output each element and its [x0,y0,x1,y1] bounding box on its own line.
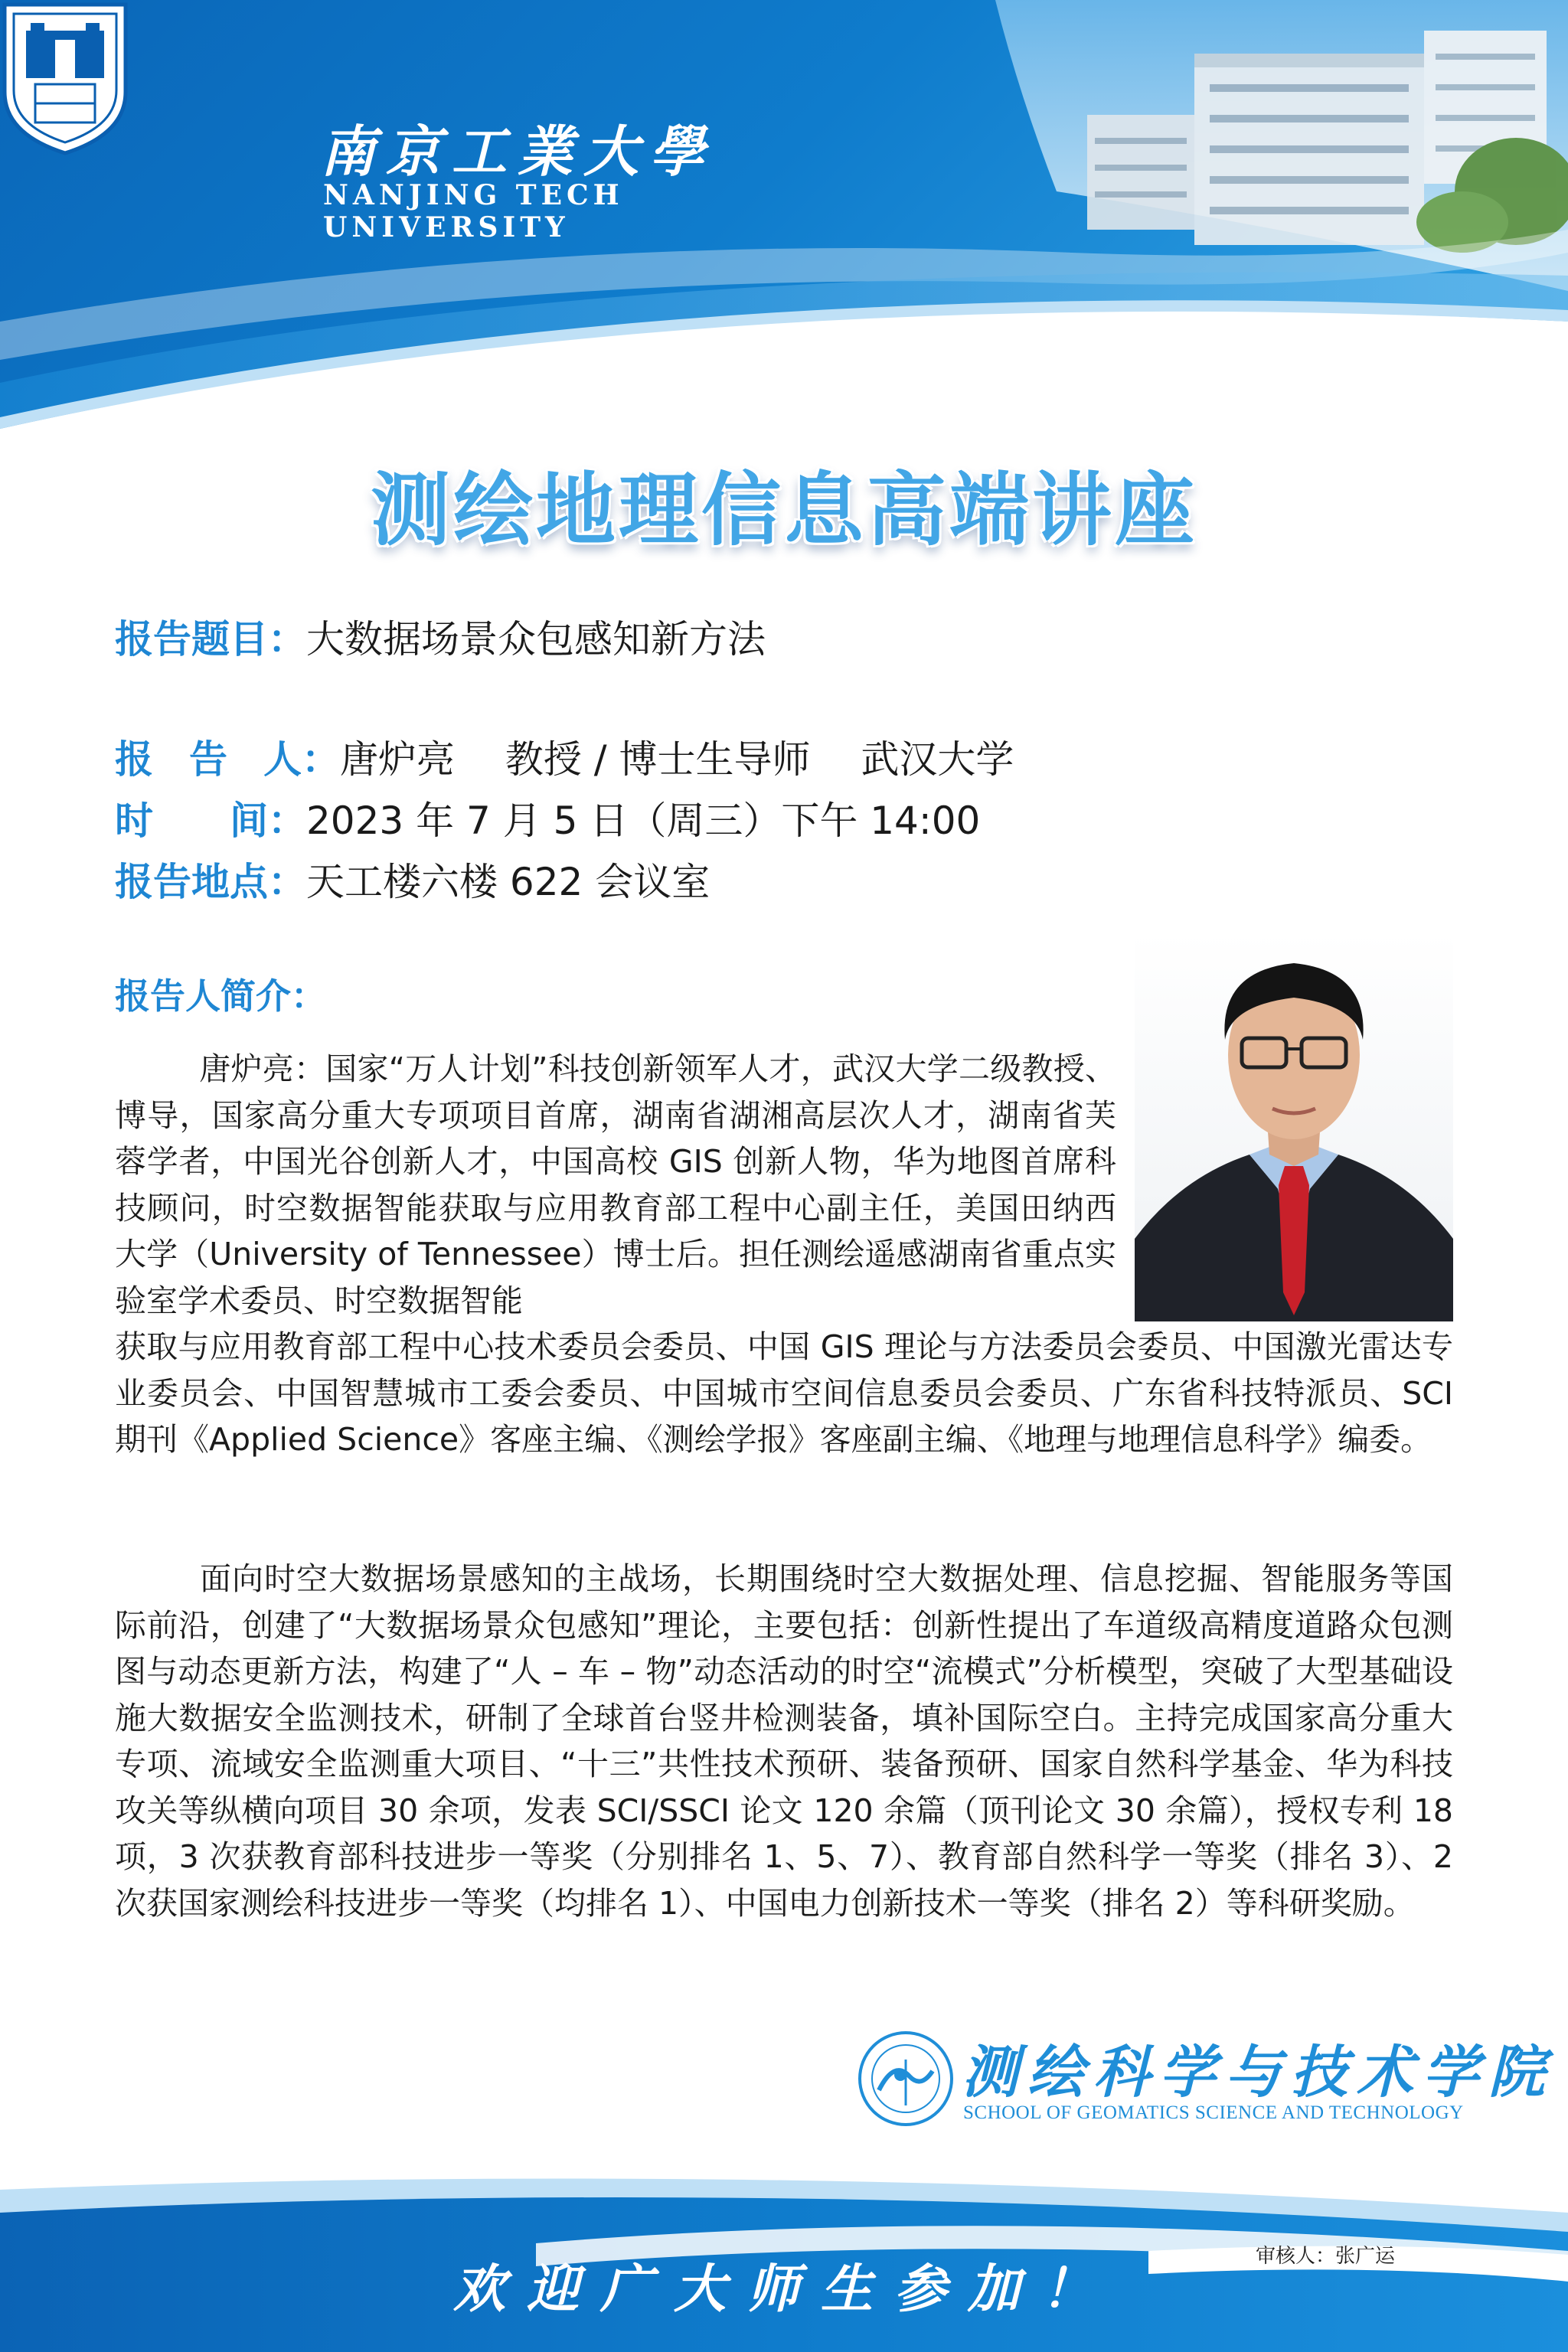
bio-paragraph-2 [115,1556,1453,1926]
school-emblem [856,2029,956,2128]
time-line [115,798,980,844]
topic-value: 大数据场景众包感知新方法 [306,617,766,662]
place-line [115,859,710,905]
bio-paragraph-1-part2: 获取与应用教育部工程中心技术委员会委员、中国 GIS 理论与方法委员会委员、中国激光雷达专业委员会、中国智慧城市工委会委员、中国城市空间信息委员会委员、广东省科技特派员、SCI 期刊《Applied Science》客座主编、《测绘学报》客座副主编、《地理与地理信息科学》编委。 [115,1328,1453,1458]
speaker-label-char3: 人： [263,737,340,782]
university-name-en-line2: UNIVERSITY [323,211,570,243]
speaker-photo [1135,933,1453,1321]
reviewer-note: 审核人：张广运 [1256,2245,1396,2268]
topic-label: 报告题目： [115,617,306,662]
bio-heading: 报告人简介： [115,975,326,1017]
time-label-char1: 时 [115,799,153,843]
bio-paragraph-1-part1 [115,1046,1116,1324]
topic-line [115,616,766,662]
university-emblem [0,0,130,157]
time-label-char2: 间： [230,799,306,843]
speaker-value: 唐炉亮 教授 / 博士生导师 武汉大学 [340,737,1014,782]
speaker-line [115,737,1014,782]
time-value: 2023 年 7 月 5 日（周三）下午 14:00 [306,799,981,843]
school-name-en: SCHOOL OF GEOMATICS SCIENCE AND TECHNOLOGY [963,2102,1464,2123]
school-name-cn: 测绘科学与技术学院 [962,2040,1554,2105]
place-label: 报告地点： [115,860,306,904]
welcome-slogan: 欢迎广大师生参加！ [452,2259,1115,2320]
bio-paragraph-2-text: 面向时空大数据场景感知的主战场，长期围绕时空大数据处理、信息挖掘、智能服务等国际前沿，创建了“大数据场景众包感知”理论，主要包括：创新性提出了车道级高精度道路众包测图与动态更新方法，构建了“人 – 车 – 物”动态活动的时空“流模式”分析模型，突破了大型基础设施大数据安全监测技术，研制了全球首台竖井检测装备，填补国际空白。主持完成国家高分重大专项、流域安全监测重大项目、“十三”共性技术预研、装备预研、国家自然科学基金、华为科技攻关等纵横向项目 30 余项，发表 SCI/SSCI 论文 120 余篇（顶刊论文 30 余篇），授权专利 18 项，3 次获教育部科技进步一等奖（分别排名 1、5、7）、教育部自然科学一等奖（排名 3）、2 次获国家测绘科技进步一等奖（均排名 1）、中国电力创新技术一等奖（排名 2）等科研奖励。 [115,1560,1453,1922]
university-name-en [323,179,624,243]
university-name-cn: 南京工業大學 [320,119,716,184]
university-name-en-line1: NANJING TECH [323,179,624,211]
place-value: 天工楼六楼 622 会议室 [306,860,710,904]
lecture-series-title: 测绘地理信息高端讲座 [370,463,1197,557]
speaker-label-char2: 告 [189,737,227,782]
speaker-label-char1: 报 [115,737,153,782]
bio-paragraph-1-part1-text: 唐炉亮：国家“万人计划”科技创新领军人才，武汉大学二级教授、博导，国家高分重大专项项目首席，湖南省湖湘高层次人才，湖南省芙蓉学者，中国光谷创新人才，中国高校 GIS 创新人物，华为地图首席科技顾问，时空数据智能获取与应用教育部工程中心副主任，美国田纳西大学（University of Tennessee）博士后。担任测绘遥感湖南省重点实验室学术委员、时空数据智能 [115,1050,1116,1319]
